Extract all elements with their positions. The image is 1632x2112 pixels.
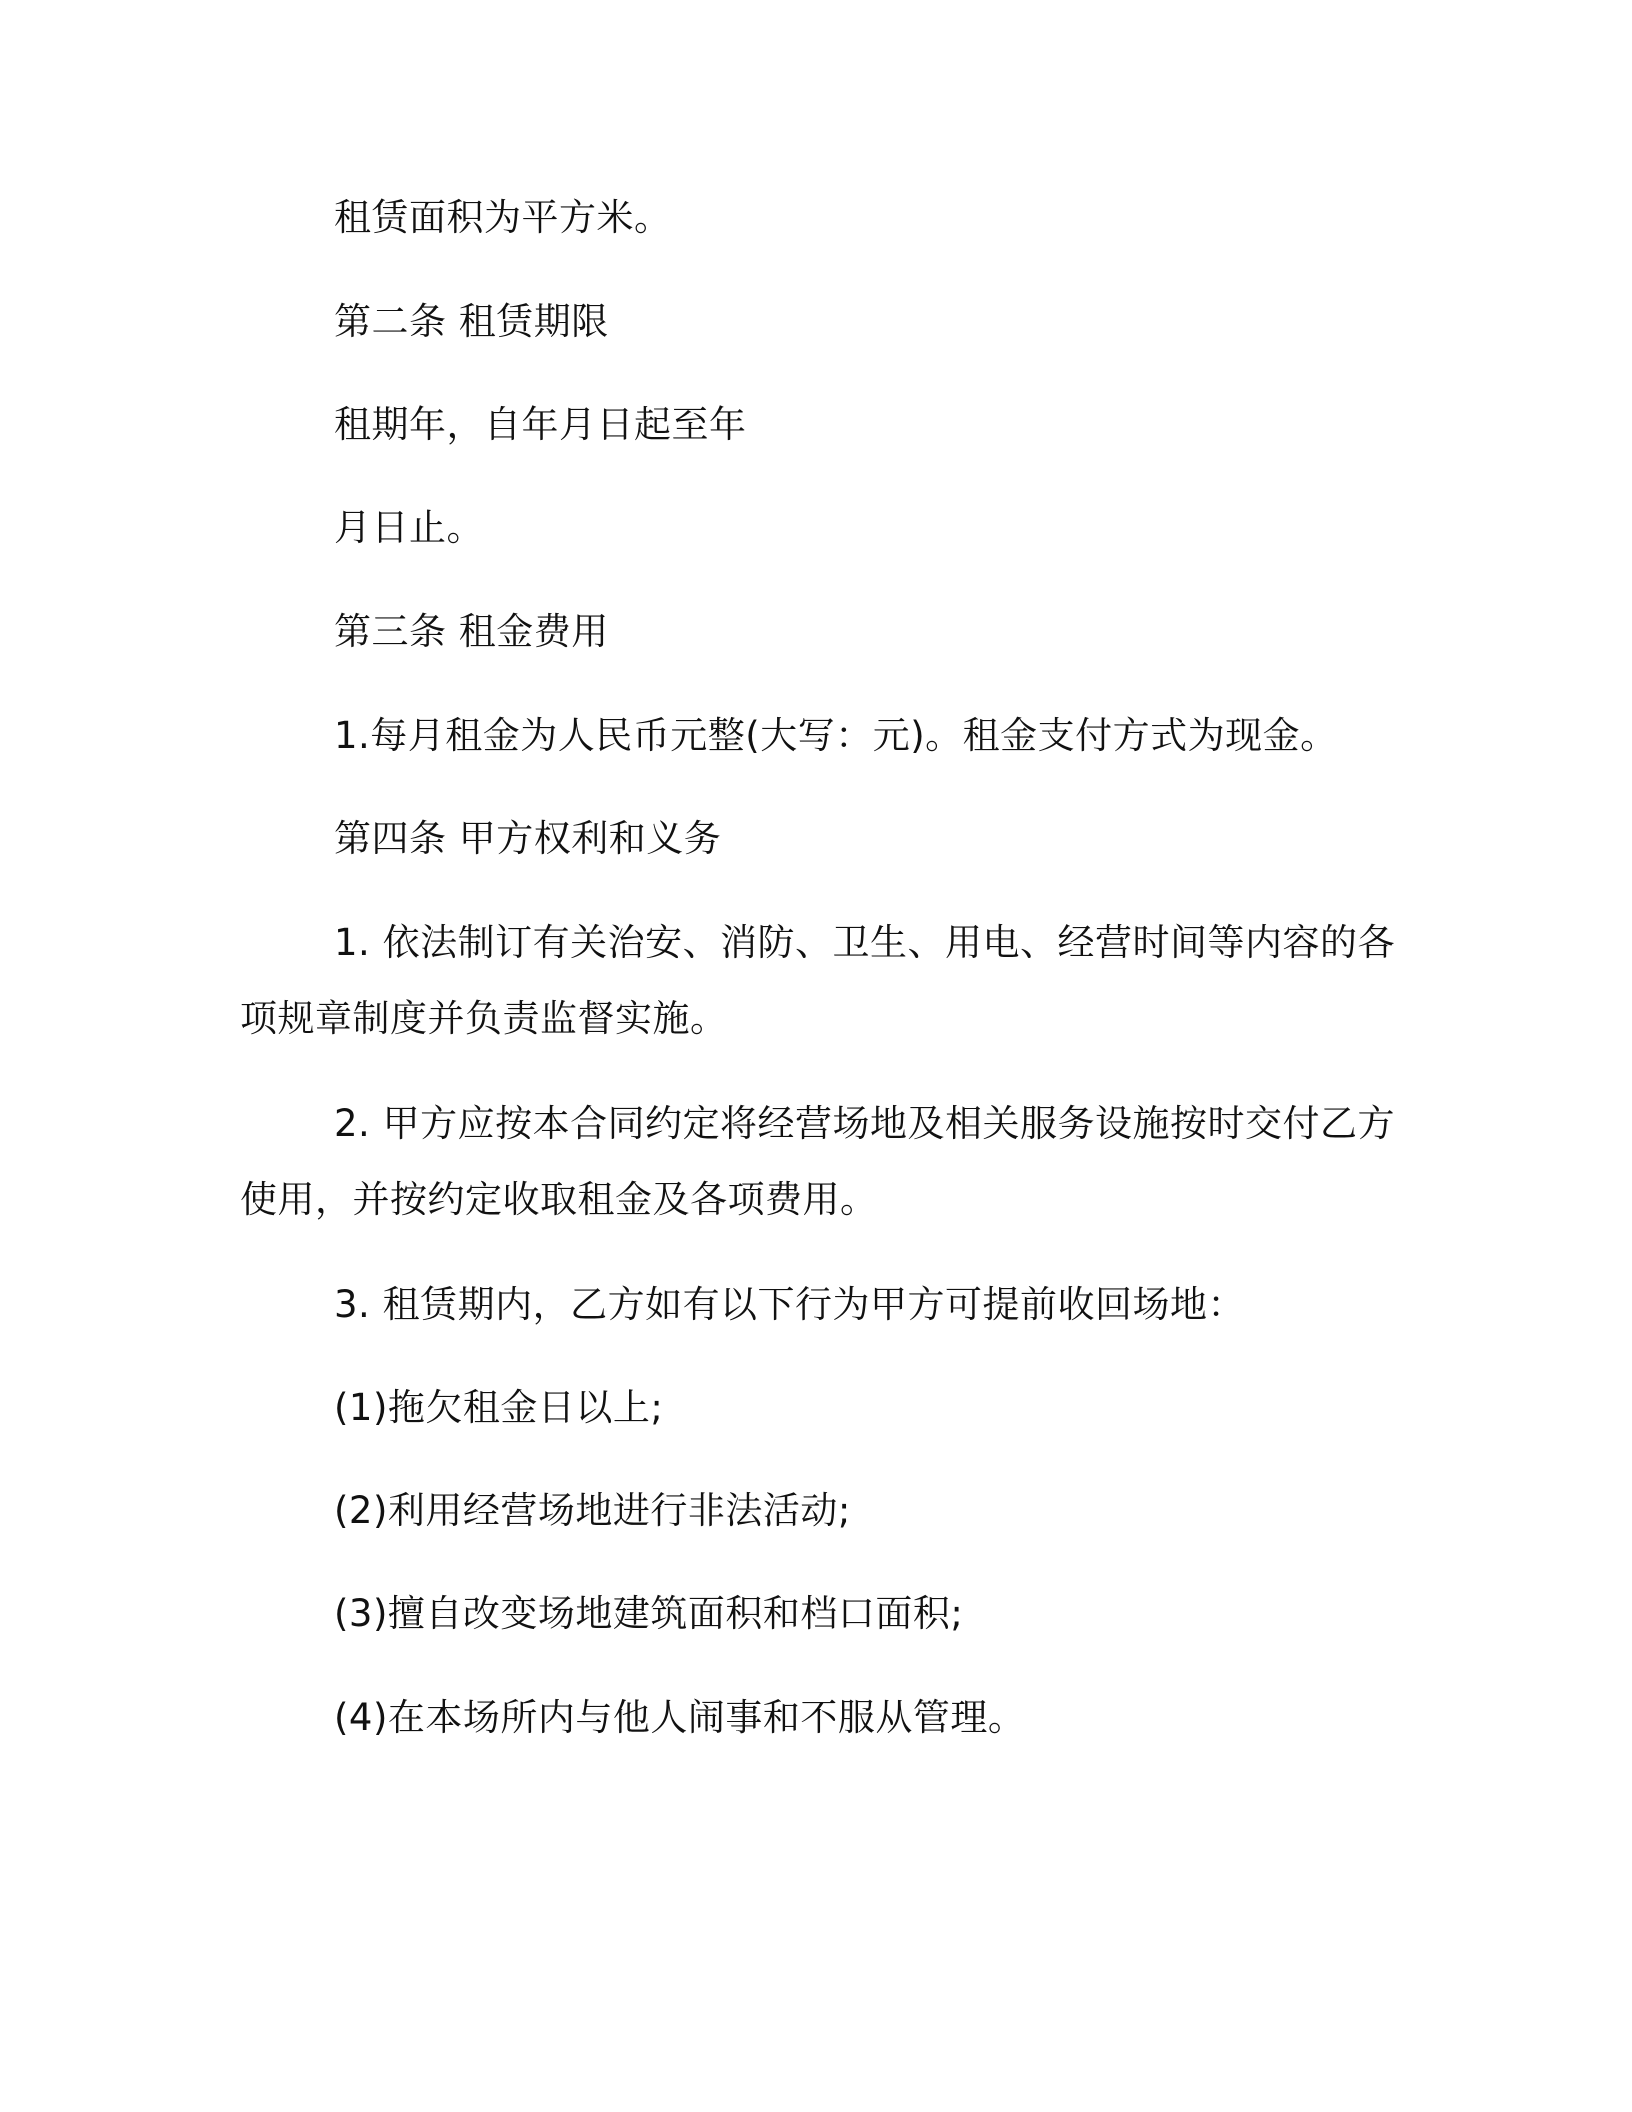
- clause-1-line-2: 项规章制度并负责监督实施。: [240, 997, 728, 1040]
- rental-area-line: 租赁面积为平方米。: [334, 196, 672, 239]
- sub-item-4: (4)在本场所内与他人闹事和不服从管理。: [334, 1696, 1026, 1739]
- article-3-heading: 第三条 租金费用: [334, 610, 609, 653]
- lease-term-line-1: 租期年，自年月日起至年: [334, 403, 747, 446]
- clause-3-line: 3. 租赁期内，乙方如有以下行为甲方可提前收回场地：: [334, 1283, 1246, 1326]
- clause-2-line-1: 2. 甲方应按本合同约定将经营场地及相关服务设施按时交付乙方: [334, 1102, 1396, 1145]
- sub-item-2: (2)利用经营场地进行非法活动;: [334, 1489, 851, 1532]
- clause-2-line-2: 使用，并按约定收取租金及各项费用。: [240, 1178, 878, 1221]
- clause-1-line-1: 1. 依法制订有关治安、消防、卫生、用电、经营时间等内容的各: [334, 921, 1396, 964]
- article-2-heading: 第二条 租赁期限: [334, 300, 609, 343]
- monthly-rent-line: 1.每月租金为人民币元整(大写：元)。租金支付方式为现金。: [334, 714, 1338, 757]
- sub-item-1: (1)拖欠租金日以上;: [334, 1386, 664, 1429]
- article-4-heading: 第四条 甲方权利和义务: [334, 817, 722, 860]
- lease-term-line-2: 月日止。: [334, 506, 484, 549]
- sub-item-3: (3)擅自改变场地建筑面积和档口面积;: [334, 1592, 964, 1635]
